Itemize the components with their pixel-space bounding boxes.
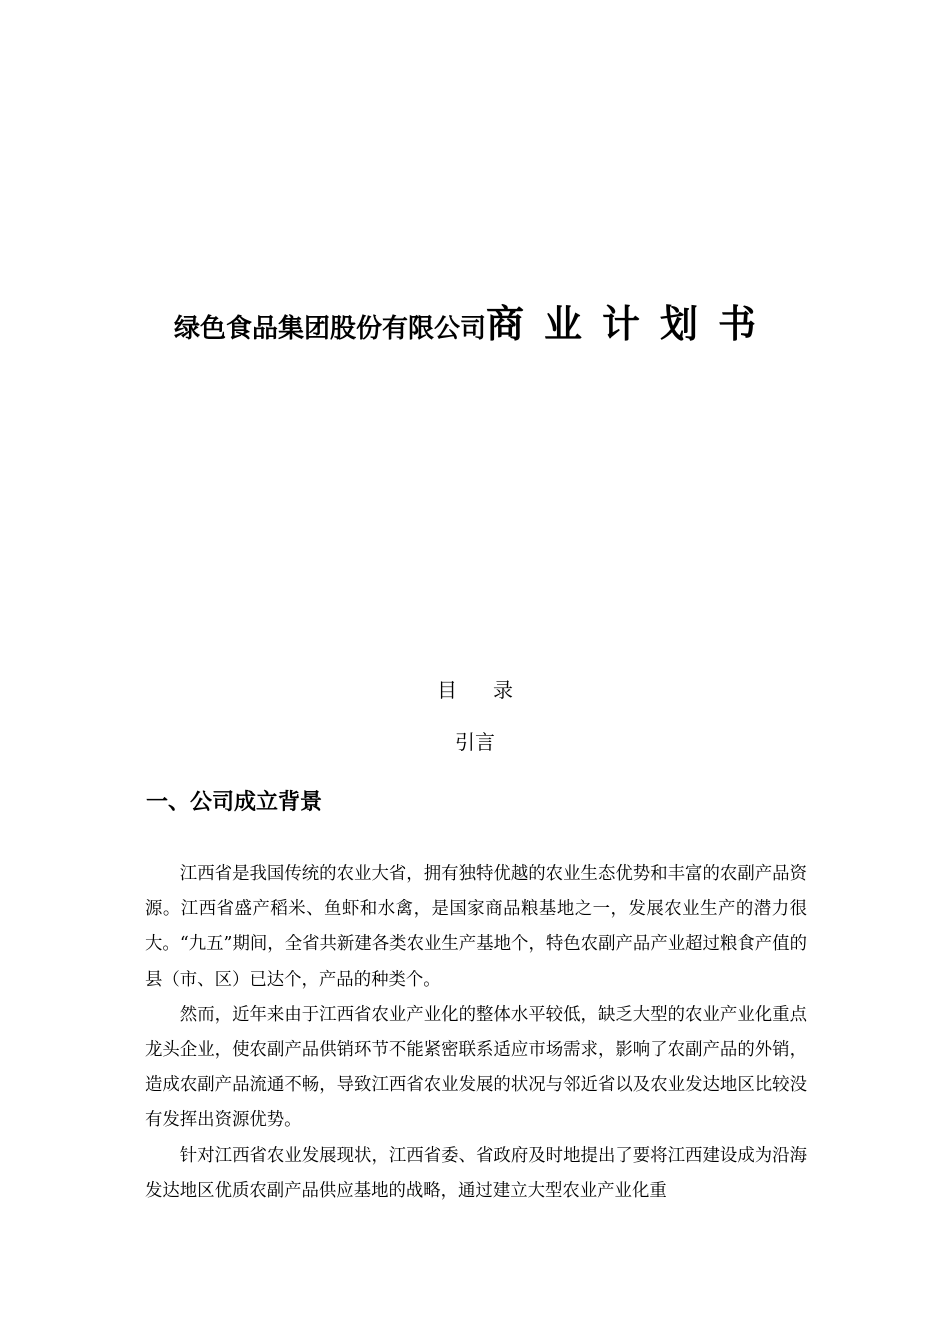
section-heading-company-background: 一、公司成立背景 — [146, 790, 323, 815]
paragraph-1: 江西省是我国传统的农业大省，拥有独特优越的农业生态优势和丰富的农副产品资源。江西省盛产稻米、鱼虾和水禽，是国家商品粮基地之一，发展农业生产的潜力很大。“九五”期间，全省共新建各类农业生产基地个，特色农副产品产业超过粮食产值的县（市、区）已达个，产品的种类个。 — [145, 864, 807, 990]
body-text — [145, 857, 807, 1209]
paragraph-2: 然而，近年来由于江西省农业产业化的整体水平较低，缺乏大型的农业产业化重点龙头企业，使农副产品供销环节不能紧密联系适应市场需求，影响了农副产品的外销，造成农副产品流通不畅，导致江西省农业发展的状况与邻近省以及农业发达地区比较没有发挥出资源优势。 — [145, 1004, 807, 1131]
document-title — [0, 298, 950, 358]
intro-heading: 引言 — [455, 730, 495, 754]
title-business-plan: 商业计划书 — [486, 302, 777, 346]
title-company-name: 绿色食品集团股份有限公司 — [173, 314, 486, 344]
toc-heading: 目录 — [437, 678, 549, 702]
paragraph-3: 针对江西省农业发展现状，江西省委、省政府及时地提出了要将江西建设成为沿海发达地区优质农副产品供应基地的战略，通过建立大型农业产业化重 — [145, 1145, 807, 1201]
